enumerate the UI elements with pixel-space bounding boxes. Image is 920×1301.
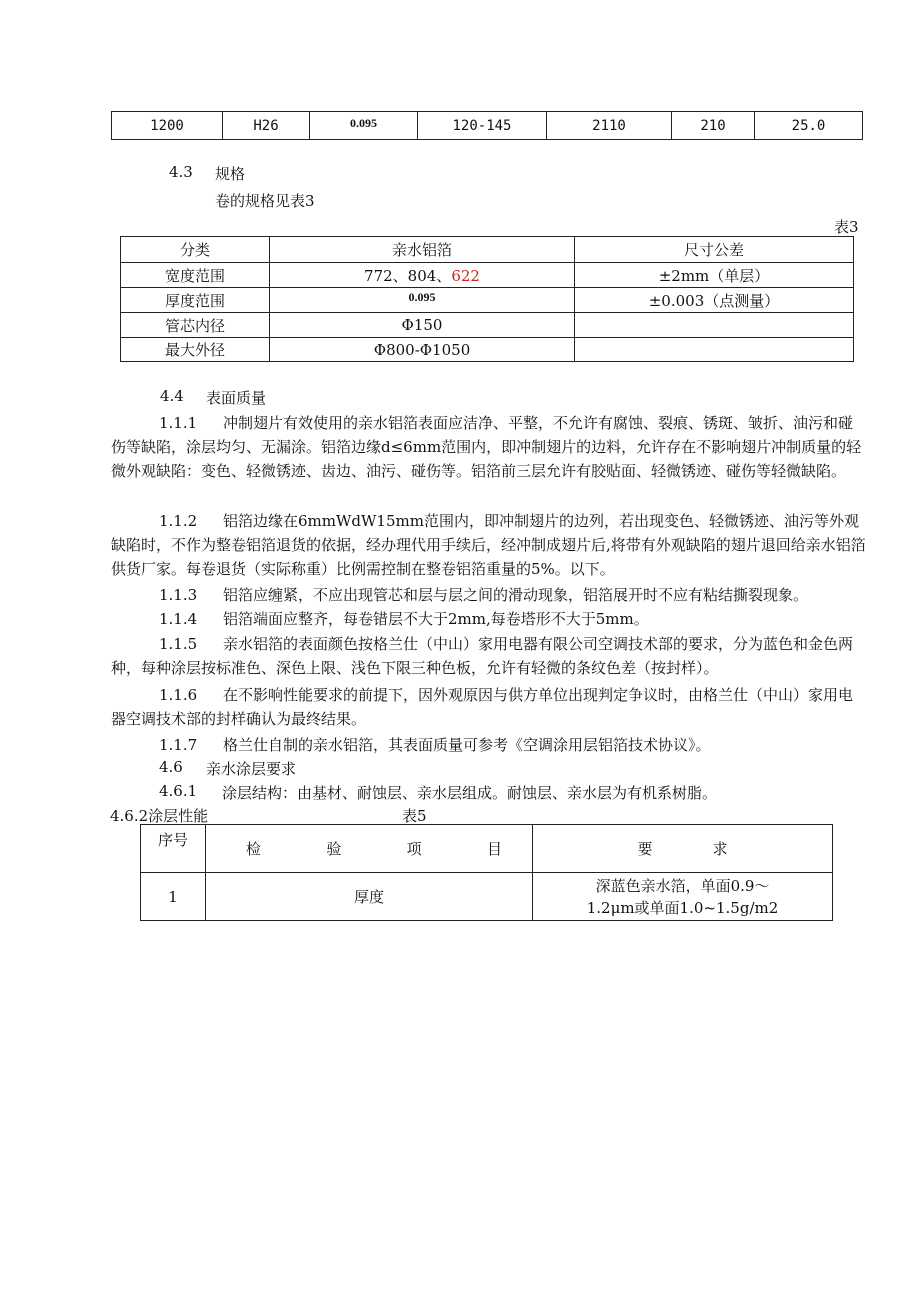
table-cell: 管芯内径 <box>121 313 270 338</box>
table-cell: 最大外径 <box>121 338 270 362</box>
header-char: 项 <box>406 840 422 858</box>
paragraph-1-1-6 <box>111 683 866 731</box>
paragraph-text: 冲制翅片有效使用的亲水铝箔表面应洁净、平整，不允许有腐蚀、裂痕、锈斑、皱折、油污和碰伤等缺陷，涂层均匀、无漏涂。铝箔边缘d≤6mm范围内，即冲制翅片的边料，允许存在不影响翅片冲制质量的轻微外观缺陷：变色、轻微锈迹、齿边、油污、碰伤等。铝箔前三层允许有胶贴面、轻微锈迹、碰伤等轻微缺陷。 <box>111 414 862 480</box>
table-cell: 0.095 <box>310 112 418 140</box>
table-cell: H26 <box>223 112 310 140</box>
table3 <box>120 236 854 362</box>
table-cell: 1200 <box>112 112 223 140</box>
table-cell: 2110 <box>547 112 672 140</box>
table-cell: 25.0 <box>755 112 863 140</box>
section-4-3-intro: 卷的规格见表3 <box>215 192 315 210</box>
table-row <box>121 288 854 313</box>
table-header-cell: 尺寸公差 <box>575 237 854 263</box>
table-header-cell: 序号 <box>141 825 206 873</box>
table-row <box>141 873 833 921</box>
header-char: 求 <box>712 840 728 858</box>
section-4-6-1-text: 涂层结构：由基材、耐蚀层、亲水层组成。耐蚀层、亲水层为有机系树脂。 <box>222 784 718 802</box>
paragraph-text: 格兰仕自制的亲水铝箔，其表面质量可参考《空调涂用层铝箔技术协议》。 <box>223 736 711 754</box>
paragraph-number: 1.1.1 <box>159 414 198 432</box>
section-4-6-1-number: 4.6.1 <box>159 782 198 800</box>
table-cell: ±2mm（单层） <box>575 263 854 288</box>
table-row <box>112 112 863 140</box>
table-header-cell <box>206 825 533 873</box>
paragraph-1-1-5 <box>111 632 866 680</box>
table-cell <box>575 313 854 338</box>
table-cell: 厚度范围 <box>121 288 270 313</box>
paragraph-number: 1.1.7 <box>159 736 198 754</box>
paragraph-1-1-1 <box>111 411 866 483</box>
table-row <box>121 313 854 338</box>
table3-label: 表3 <box>834 218 859 236</box>
paragraph-text: 在不影响性能要求的前提下，因外观原因与供方单位出现判定争议时，由格兰仕（中山）家用电器空调技术部的封样确认为最终结果。 <box>111 686 854 728</box>
paragraph-number: 1.1.5 <box>159 635 198 653</box>
width-value-highlight: 622 <box>451 266 480 285</box>
table-row <box>121 338 854 362</box>
table-cell <box>575 338 854 362</box>
paragraph-text: 铝箔应缠紧，不应出现管芯和层与层之间的滑动现象，铝箔展开时不应有粘结撕裂现象。 <box>223 586 809 604</box>
table-header-row <box>121 237 854 263</box>
table-cell: 1 <box>141 873 206 921</box>
paragraph-text: 铝箔端面应整齐，每卷错层不大于2mm,每卷塔形不大于5mm。 <box>223 610 649 628</box>
paragraph-1-1-3 <box>111 583 866 607</box>
table-cell: 120-145 <box>418 112 547 140</box>
top-spec-table <box>111 111 863 140</box>
paragraph-text: 铝箔边缘在6mmWdW15mm范围内，即冲制翅片的边列，若出现变色、轻微锈迹、油污等外观缺陷时，不作为整卷铝箔退货的依据，经办理代用手续后，经冲制成翅片后,将带有外观缺陷的翅片退回给亲水铝箔供货厂家。每卷退货（实际称重）比例需控制在整卷铝箔重量的5%。以下。 <box>111 512 866 578</box>
table-cell: Φ150 <box>270 313 575 338</box>
section-4-3-number: 4.3 <box>169 163 193 181</box>
table-header-row <box>141 825 833 873</box>
table-header-cell <box>533 825 833 873</box>
section-4-6-2-title: 4.6.2涂层性能 <box>110 807 209 825</box>
table-cell: 厚度 <box>206 873 533 921</box>
paragraph-number: 1.1.6 <box>159 686 198 704</box>
table-header-cell: 分类 <box>121 237 270 263</box>
section-4-3-title: 规格 <box>215 165 246 183</box>
table-cell <box>533 873 833 921</box>
header-char: 检 <box>246 840 262 858</box>
table-cell: ±0.003（点测量） <box>575 288 854 313</box>
table-cell: 0.095 <box>270 288 575 313</box>
paragraph-number: 1.1.4 <box>159 610 198 628</box>
section-4-4-number: 4.4 <box>160 387 184 405</box>
requirement-line: 深蓝色亲水箔，单面0.9～ <box>595 876 770 895</box>
paragraph-number: 1.1.2 <box>159 512 198 530</box>
table-cell: 210 <box>672 112 755 140</box>
table-cell: Φ800-Φ1050 <box>270 338 575 362</box>
paragraph-number: 1.1.3 <box>159 586 198 604</box>
table-cell <box>270 263 575 288</box>
table-header-cell: 亲水铝箔 <box>270 237 575 263</box>
width-values: 772、804、 <box>364 266 452 285</box>
table5 <box>140 824 833 921</box>
table-cell: 宽度范围 <box>121 263 270 288</box>
requirement-line: 1.2μm或单面1.0~1.5g/m2 <box>586 898 779 917</box>
section-4-4-title: 表面质量 <box>206 389 267 407</box>
table-row <box>121 263 854 288</box>
header-char: 目 <box>486 840 502 858</box>
header-char: 验 <box>326 840 342 858</box>
paragraph-1-1-2 <box>111 509 866 581</box>
table5-label: 表5 <box>402 807 427 825</box>
section-4-6-number: 4.6 <box>159 758 183 776</box>
paragraph-text: 亲水铝箔的表面颜色按格兰仕（中山）家用电器有限公司空调技术部的要求，分为蓝色和金色两种，每种涂层按标准色、深色上限、浅色下限三种色板，允许有轻微的条纹色差（按封样）。 <box>111 635 854 677</box>
paragraph-1-1-4 <box>111 607 866 631</box>
paragraph-1-1-7 <box>111 733 866 757</box>
section-4-6-title: 亲水涂层要求 <box>206 760 297 778</box>
header-char: 要 <box>637 840 653 858</box>
